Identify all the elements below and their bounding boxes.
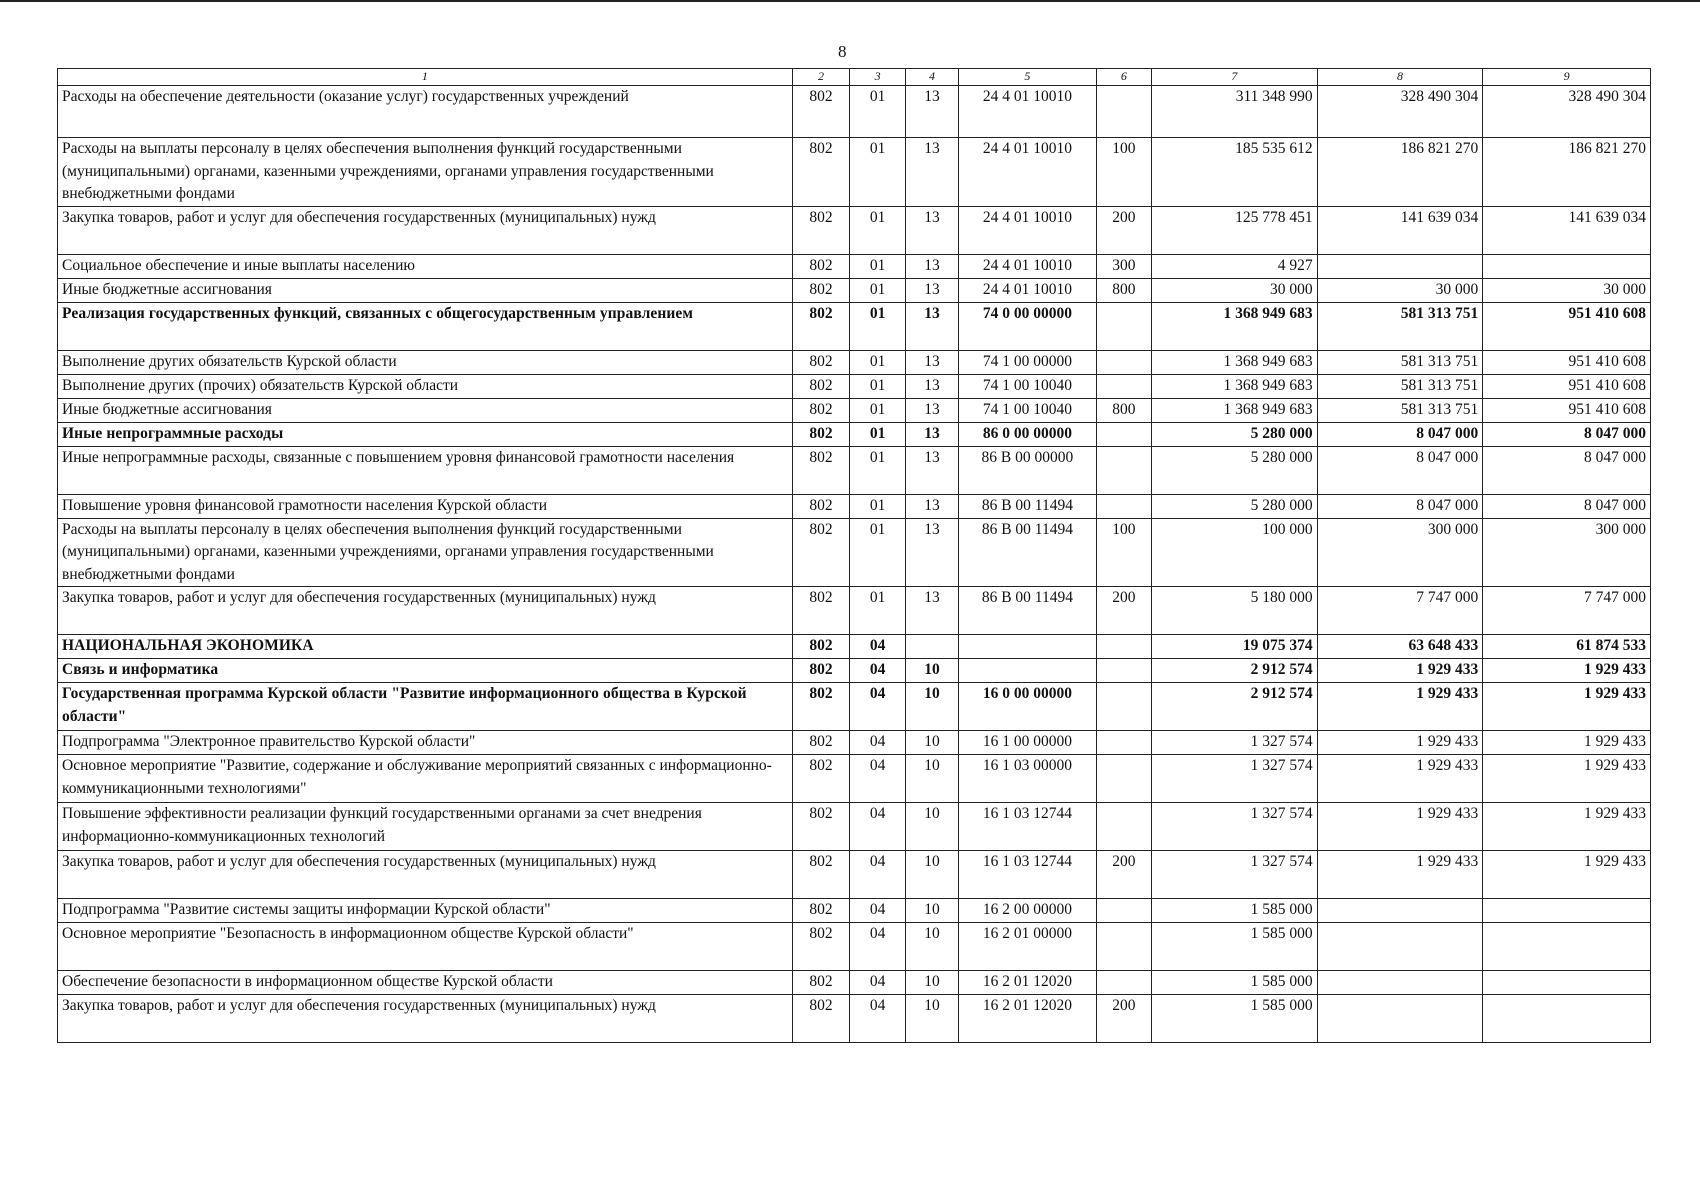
- row-value-cell: [1096, 86, 1152, 138]
- row-value-cell: 01: [850, 302, 906, 350]
- row-value-cell: 01: [850, 138, 906, 207]
- row-value-cell: 1 368 949 683: [1152, 374, 1318, 398]
- row-value-cell: 24 4 01 10010: [959, 86, 1096, 138]
- table-row: [58, 398, 1651, 422]
- row-value-cell: 1 929 433: [1483, 659, 1651, 683]
- row-value-cell: 100: [1096, 518, 1152, 587]
- row-value-cell: 04: [850, 803, 906, 851]
- table-row: [58, 518, 1651, 587]
- row-value-cell: 328 490 304: [1483, 86, 1651, 138]
- row-value-cell: 141 639 034: [1483, 206, 1651, 254]
- row-value-cell: [1096, 635, 1152, 659]
- row-value-cell: [1096, 731, 1152, 755]
- row-value-cell: 802: [792, 971, 850, 995]
- row-value-cell: 802: [792, 731, 850, 755]
- table-row: [58, 971, 1651, 995]
- row-value-cell: 802: [792, 851, 850, 899]
- table-row: [58, 731, 1651, 755]
- row-value-cell: 802: [792, 206, 850, 254]
- row-value-cell: 328 490 304: [1317, 86, 1483, 138]
- row-value-cell: 300 000: [1317, 518, 1483, 587]
- row-value-cell: 200: [1096, 995, 1152, 1043]
- row-value-cell: 951 410 608: [1483, 350, 1651, 374]
- row-value-cell: [1096, 803, 1152, 851]
- row-name-cell: Иные бюджетные ассигнования: [58, 278, 793, 302]
- row-value-cell: 10: [905, 851, 958, 899]
- row-value-cell: [1096, 302, 1152, 350]
- row-name-cell: Закупка товаров, работ и услуг для обеспечения государственных (муниципальных) нужд: [58, 206, 793, 254]
- row-value-cell: 13: [905, 86, 958, 138]
- row-name-cell: Основное мероприятие "Развитие, содержание и обслуживание мероприятий связанных с информационно-коммуникационными технологиями": [58, 755, 793, 803]
- row-value-cell: 04: [850, 851, 906, 899]
- col-header: 4: [905, 69, 958, 86]
- row-value-cell: 300 000: [1483, 518, 1651, 587]
- row-value-cell: [1096, 374, 1152, 398]
- row-value-cell: [1483, 923, 1651, 971]
- row-value-cell: 04: [850, 659, 906, 683]
- row-value-cell: 16 1 03 00000: [959, 755, 1096, 803]
- row-value-cell: 01: [850, 206, 906, 254]
- row-value-cell: 13: [905, 374, 958, 398]
- row-value-cell: 802: [792, 138, 850, 207]
- row-value-cell: 200: [1096, 587, 1152, 635]
- table-row: [58, 278, 1651, 302]
- row-name-cell: Иные бюджетные ассигнования: [58, 398, 793, 422]
- row-value-cell: 200: [1096, 851, 1152, 899]
- row-value-cell: 4 927: [1152, 254, 1318, 278]
- row-value-cell: 1 368 949 683: [1152, 302, 1318, 350]
- row-value-cell: 200: [1096, 206, 1152, 254]
- row-value-cell: 1 929 433: [1483, 851, 1651, 899]
- table-row: [58, 374, 1651, 398]
- col-header: 8: [1317, 69, 1483, 86]
- col-header: 5: [959, 69, 1096, 86]
- row-value-cell: 8 047 000: [1483, 422, 1651, 446]
- table-row: [58, 422, 1651, 446]
- row-value-cell: [905, 635, 958, 659]
- row-value-cell: [1096, 755, 1152, 803]
- row-value-cell: 186 821 270: [1317, 138, 1483, 207]
- table-row: [58, 446, 1651, 494]
- row-value-cell: 300: [1096, 254, 1152, 278]
- row-value-cell: 802: [792, 803, 850, 851]
- row-value-cell: [1096, 446, 1152, 494]
- row-value-cell: 13: [905, 278, 958, 302]
- row-value-cell: 04: [850, 635, 906, 659]
- row-value-cell: 74 1 00 00000: [959, 350, 1096, 374]
- row-value-cell: [1483, 995, 1651, 1043]
- row-value-cell: 1 368 949 683: [1152, 350, 1318, 374]
- row-value-cell: 802: [792, 518, 850, 587]
- row-value-cell: 802: [792, 350, 850, 374]
- row-value-cell: 1 929 433: [1317, 659, 1483, 683]
- row-value-cell: [959, 659, 1096, 683]
- col-header: 1: [58, 69, 793, 86]
- row-value-cell: 30 000: [1152, 278, 1318, 302]
- row-value-cell: 30 000: [1317, 278, 1483, 302]
- row-name-cell: Повышение уровня финансовой грамотности населения Курской области: [58, 494, 793, 518]
- row-value-cell: [1096, 683, 1152, 731]
- row-value-cell: 74 0 00 00000: [959, 302, 1096, 350]
- row-value-cell: 16 0 00 00000: [959, 683, 1096, 731]
- row-value-cell: 10: [905, 995, 958, 1043]
- row-value-cell: 24 4 01 10010: [959, 138, 1096, 207]
- row-name-cell: Социальное обеспечение и иные выплаты населению: [58, 254, 793, 278]
- row-name-cell: НАЦИОНАЛЬНАЯ ЭКОНОМИКА: [58, 635, 793, 659]
- row-value-cell: 30 000: [1483, 278, 1651, 302]
- row-value-cell: 100: [1096, 138, 1152, 207]
- row-value-cell: 1 929 433: [1317, 755, 1483, 803]
- row-value-cell: 24 4 01 10010: [959, 254, 1096, 278]
- row-value-cell: 581 313 751: [1317, 374, 1483, 398]
- row-value-cell: 7 747 000: [1317, 587, 1483, 635]
- row-name-cell: Закупка товаров, работ и услуг для обеспечения государственных (муниципальных) нужд: [58, 995, 793, 1043]
- row-value-cell: 311 348 990: [1152, 86, 1318, 138]
- row-value-cell: [1096, 494, 1152, 518]
- row-value-cell: [1317, 995, 1483, 1043]
- row-value-cell: [1317, 254, 1483, 278]
- row-value-cell: 8 047 000: [1317, 446, 1483, 494]
- row-value-cell: 951 410 608: [1483, 398, 1651, 422]
- row-name-cell: Реализация государственных функций, связанных с общегосударственным управлением: [58, 302, 793, 350]
- row-value-cell: 01: [850, 278, 906, 302]
- row-value-cell: 802: [792, 587, 850, 635]
- row-value-cell: 13: [905, 422, 958, 446]
- row-value-cell: 1 929 433: [1483, 683, 1651, 731]
- row-value-cell: 581 313 751: [1317, 398, 1483, 422]
- row-value-cell: 800: [1096, 398, 1152, 422]
- row-value-cell: 802: [792, 683, 850, 731]
- row-name-cell: Расходы на обеспечение деятельности (оказание услуг) государственных учреждений: [58, 86, 793, 138]
- row-value-cell: 1 327 574: [1152, 803, 1318, 851]
- row-name-cell: Повышение эффективности реализации функций государственными органами за счет внедрения информационно-коммуникационных технологий: [58, 803, 793, 851]
- row-value-cell: 802: [792, 374, 850, 398]
- row-value-cell: 186 821 270: [1483, 138, 1651, 207]
- col-header: 6: [1096, 69, 1152, 86]
- row-value-cell: 01: [850, 587, 906, 635]
- row-value-cell: 01: [850, 374, 906, 398]
- row-value-cell: 5 180 000: [1152, 587, 1318, 635]
- table-row: [58, 683, 1651, 731]
- table-row: [58, 659, 1651, 683]
- row-value-cell: 1 327 574: [1152, 731, 1318, 755]
- table-row: [58, 86, 1651, 138]
- row-value-cell: 802: [792, 899, 850, 923]
- row-value-cell: [1483, 971, 1651, 995]
- row-value-cell: [959, 635, 1096, 659]
- col-header: 7: [1152, 69, 1318, 86]
- row-value-cell: 04: [850, 899, 906, 923]
- row-value-cell: 5 280 000: [1152, 494, 1318, 518]
- row-value-cell: 01: [850, 350, 906, 374]
- row-value-cell: 1 929 433: [1483, 755, 1651, 803]
- row-value-cell: 74 1 00 10040: [959, 398, 1096, 422]
- row-value-cell: 951 410 608: [1483, 302, 1651, 350]
- row-value-cell: 16 2 01 12020: [959, 971, 1096, 995]
- row-name-cell: Иные непрограммные расходы, связанные с повышением уровня финансовой грамотности населения: [58, 446, 793, 494]
- table-row: [58, 206, 1651, 254]
- row-value-cell: [1096, 422, 1152, 446]
- row-name-cell: Выполнение других (прочих) обязательств Курской области: [58, 374, 793, 398]
- table-row: [58, 803, 1651, 851]
- row-value-cell: 86 В 00 00000: [959, 446, 1096, 494]
- row-value-cell: 04: [850, 995, 906, 1043]
- row-value-cell: 802: [792, 86, 850, 138]
- row-value-cell: 802: [792, 755, 850, 803]
- row-value-cell: 1 327 574: [1152, 755, 1318, 803]
- row-name-cell: Закупка товаров, работ и услуг для обеспечения государственных (муниципальных) нужд: [58, 851, 793, 899]
- row-value-cell: 10: [905, 683, 958, 731]
- row-value-cell: 141 639 034: [1317, 206, 1483, 254]
- row-value-cell: 1 929 433: [1317, 803, 1483, 851]
- table-row: [58, 254, 1651, 278]
- row-value-cell: 802: [792, 254, 850, 278]
- row-value-cell: 01: [850, 494, 906, 518]
- row-value-cell: 2 912 574: [1152, 659, 1318, 683]
- row-value-cell: 802: [792, 302, 850, 350]
- row-value-cell: 7 747 000: [1483, 587, 1651, 635]
- row-value-cell: 13: [905, 206, 958, 254]
- row-value-cell: 10: [905, 899, 958, 923]
- col-header: 2: [792, 69, 850, 86]
- table-row: [58, 494, 1651, 518]
- row-value-cell: 16 1 03 12744: [959, 851, 1096, 899]
- table-row: [58, 851, 1651, 899]
- table-row: [58, 138, 1651, 207]
- row-name-cell: Выполнение других обязательств Курской области: [58, 350, 793, 374]
- row-value-cell: 13: [905, 587, 958, 635]
- row-value-cell: 16 2 00 00000: [959, 899, 1096, 923]
- page-number: 8: [838, 42, 847, 61]
- row-name-cell: Иные непрограммные расходы: [58, 422, 793, 446]
- row-value-cell: 8 047 000: [1483, 494, 1651, 518]
- col-header: 9: [1483, 69, 1651, 86]
- row-value-cell: 8 047 000: [1483, 446, 1651, 494]
- row-value-cell: 86 0 00 00000: [959, 422, 1096, 446]
- row-value-cell: 5 280 000: [1152, 422, 1318, 446]
- row-name-cell: Закупка товаров, работ и услуг для обеспечения государственных (муниципальных) нужд: [58, 587, 793, 635]
- row-value-cell: [1096, 923, 1152, 971]
- row-value-cell: [1096, 350, 1152, 374]
- row-value-cell: 1 929 433: [1483, 803, 1651, 851]
- row-value-cell: 13: [905, 302, 958, 350]
- row-value-cell: 802: [792, 923, 850, 971]
- row-value-cell: 86 В 00 11494: [959, 518, 1096, 587]
- row-value-cell: 13: [905, 518, 958, 587]
- table-row: [58, 350, 1651, 374]
- row-name-cell: Подпрограмма "Электронное правительство Курской области": [58, 731, 793, 755]
- table-row: [58, 302, 1651, 350]
- row-value-cell: 581 313 751: [1317, 302, 1483, 350]
- row-value-cell: 581 313 751: [1317, 350, 1483, 374]
- row-value-cell: 1 929 433: [1317, 851, 1483, 899]
- row-value-cell: 61 874 533: [1483, 635, 1651, 659]
- row-value-cell: [1483, 254, 1651, 278]
- row-value-cell: 16 1 03 12744: [959, 803, 1096, 851]
- row-value-cell: 13: [905, 254, 958, 278]
- row-name-cell: Основное мероприятие "Безопасность в информационном обществе Курской области": [58, 923, 793, 971]
- row-value-cell: 800: [1096, 278, 1152, 302]
- row-value-cell: 125 778 451: [1152, 206, 1318, 254]
- row-value-cell: 1 585 000: [1152, 971, 1318, 995]
- row-value-cell: 16 2 01 12020: [959, 995, 1096, 1043]
- row-value-cell: 8 047 000: [1317, 422, 1483, 446]
- row-value-cell: [1317, 899, 1483, 923]
- row-value-cell: 1 929 433: [1317, 683, 1483, 731]
- row-value-cell: [1096, 659, 1152, 683]
- row-value-cell: 802: [792, 446, 850, 494]
- row-value-cell: 2 912 574: [1152, 683, 1318, 731]
- table-body: [58, 86, 1651, 1043]
- row-value-cell: 16 2 01 00000: [959, 923, 1096, 971]
- row-value-cell: [1317, 971, 1483, 995]
- row-value-cell: 10: [905, 971, 958, 995]
- row-value-cell: 8 047 000: [1317, 494, 1483, 518]
- row-value-cell: 01: [850, 422, 906, 446]
- row-value-cell: 10: [905, 731, 958, 755]
- table-row: [58, 923, 1651, 971]
- row-value-cell: 04: [850, 971, 906, 995]
- row-value-cell: 802: [792, 494, 850, 518]
- row-value-cell: [1317, 923, 1483, 971]
- row-value-cell: 01: [850, 254, 906, 278]
- row-value-cell: 802: [792, 422, 850, 446]
- row-value-cell: 1 929 433: [1483, 731, 1651, 755]
- row-value-cell: 01: [850, 446, 906, 494]
- row-value-cell: 01: [850, 518, 906, 587]
- row-name-cell: Расходы на выплаты персоналу в целях обеспечения выполнения функций государственными (муниципальными) органами, казенными учреждениями, органами управления государственными внебюджетными фондами: [58, 518, 793, 587]
- row-value-cell: 13: [905, 138, 958, 207]
- row-value-cell: 1 585 000: [1152, 899, 1318, 923]
- row-value-cell: 01: [850, 86, 906, 138]
- row-value-cell: 10: [905, 755, 958, 803]
- row-name-cell: Государственная программа Курской области "Развитие информационного общества в Курской области": [58, 683, 793, 731]
- row-value-cell: 19 075 374: [1152, 635, 1318, 659]
- table-row: [58, 635, 1651, 659]
- row-value-cell: 13: [905, 398, 958, 422]
- row-value-cell: [1096, 971, 1152, 995]
- row-value-cell: 86 В 00 11494: [959, 587, 1096, 635]
- row-value-cell: 1 585 000: [1152, 923, 1318, 971]
- row-value-cell: 01: [850, 398, 906, 422]
- row-value-cell: [1096, 899, 1152, 923]
- row-value-cell: 1 327 574: [1152, 851, 1318, 899]
- row-value-cell: 100 000: [1152, 518, 1318, 587]
- table-row: [58, 995, 1651, 1043]
- row-value-cell: 951 410 608: [1483, 374, 1651, 398]
- row-value-cell: 63 648 433: [1317, 635, 1483, 659]
- row-value-cell: 04: [850, 683, 906, 731]
- row-name-cell: Расходы на выплаты персоналу в целях обеспечения выполнения функций государственными (муниципальными) органами, казенными учреждениями, органами управления государственными внебюджетными фондами: [58, 138, 793, 207]
- budget-table: [57, 68, 1651, 1043]
- row-value-cell: 16 1 00 00000: [959, 731, 1096, 755]
- row-value-cell: 1 368 949 683: [1152, 398, 1318, 422]
- row-value-cell: 04: [850, 731, 906, 755]
- row-value-cell: 802: [792, 995, 850, 1043]
- row-value-cell: 5 280 000: [1152, 446, 1318, 494]
- row-value-cell: 10: [905, 923, 958, 971]
- row-value-cell: 13: [905, 494, 958, 518]
- row-value-cell: 74 1 00 10040: [959, 374, 1096, 398]
- row-name-cell: Обеспечение безопасности в информационном обществе Курской области: [58, 971, 793, 995]
- row-value-cell: 802: [792, 398, 850, 422]
- scan-border: [0, 0, 1700, 2]
- row-value-cell: 10: [905, 803, 958, 851]
- row-value-cell: 04: [850, 923, 906, 971]
- row-value-cell: 24 4 01 10010: [959, 278, 1096, 302]
- row-value-cell: 04: [850, 755, 906, 803]
- row-value-cell: 86 В 00 11494: [959, 494, 1096, 518]
- row-value-cell: 1 585 000: [1152, 995, 1318, 1043]
- row-name-cell: Подпрограмма "Развитие системы защиты информации Курской области": [58, 899, 793, 923]
- row-value-cell: [1483, 899, 1651, 923]
- row-value-cell: 24 4 01 10010: [959, 206, 1096, 254]
- table-row: [58, 587, 1651, 635]
- row-name-cell: Связь и информатика: [58, 659, 793, 683]
- row-value-cell: 13: [905, 350, 958, 374]
- row-value-cell: 802: [792, 278, 850, 302]
- row-value-cell: 802: [792, 635, 850, 659]
- row-value-cell: 802: [792, 659, 850, 683]
- row-value-cell: 10: [905, 659, 958, 683]
- header-row: [58, 69, 1651, 86]
- table-row: [58, 899, 1651, 923]
- row-value-cell: 1 929 433: [1317, 731, 1483, 755]
- table-row: [58, 755, 1651, 803]
- row-value-cell: 13: [905, 446, 958, 494]
- row-value-cell: 185 535 612: [1152, 138, 1318, 207]
- col-header: 3: [850, 69, 906, 86]
